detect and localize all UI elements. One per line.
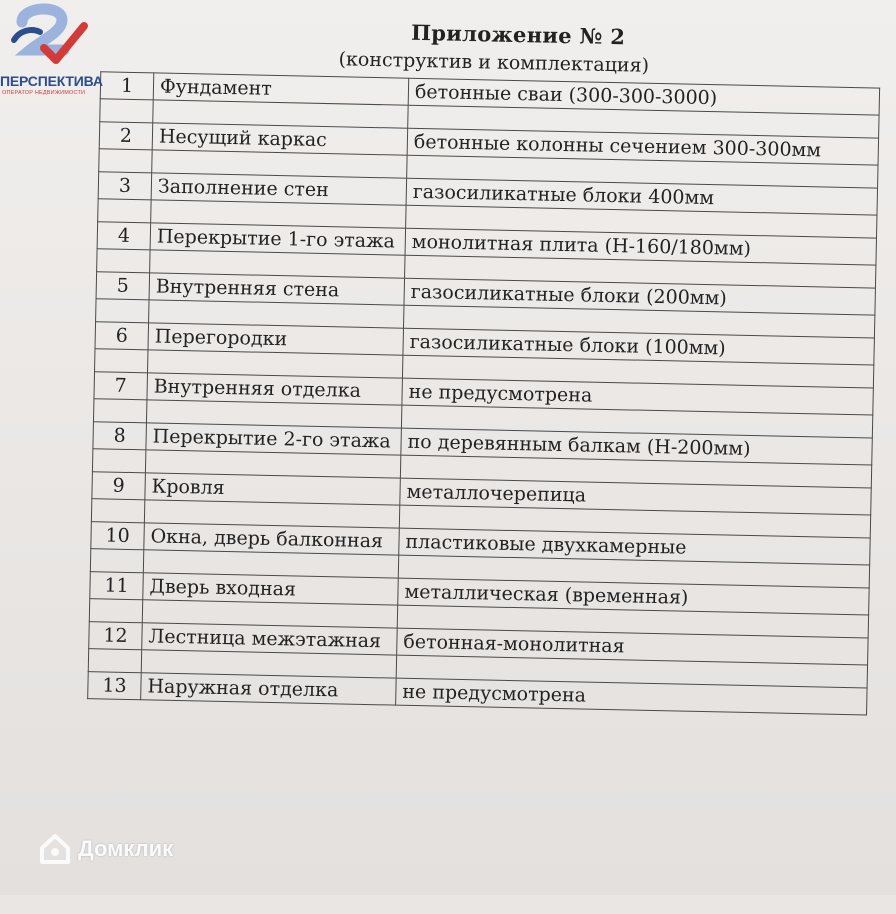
row-name: Перекрытие 2-го этажа [146,423,402,455]
row-value: не предусмотрена [402,378,873,415]
row-number: 6 [95,322,149,350]
row-value: пластиковые двухкамерные [399,528,870,565]
empty-cell [99,149,152,173]
row-value: газосиликатные блоки (200мм) [404,278,875,315]
row-number: 13 [88,672,142,700]
row-number: 2 [99,122,153,150]
perspektiva-logo-icon [0,0,105,75]
row-name: Кровля [145,473,401,505]
empty-cell [93,399,146,423]
empty-cell [100,99,153,123]
row-number: 8 [93,422,147,450]
row-name: Заполнение стен [151,173,407,205]
row-value: газосиликатные блоки 400мм [406,178,877,215]
row-value: бетонная-монолитная [397,628,868,665]
row-name: Несущий каркас [152,123,408,155]
row-number: 5 [96,272,150,300]
row-number: 7 [94,372,148,400]
row-value: бетонные сваи (300-300-3000) [408,78,879,115]
row-name: Наружная отделка [141,673,397,705]
row-value: металлическая (временная) [398,578,869,615]
empty-cell [96,299,149,323]
row-value: не предусмотрена [396,678,867,715]
row-name: Дверь входная [143,573,399,605]
logo-name: ПЕРСПЕКТИВА [0,73,103,89]
empty-cell [91,499,144,523]
domclick-watermark [38,832,173,866]
row-name: Окна, дверь балконная [144,523,400,555]
empty-cell [98,199,151,223]
row-number: 11 [90,572,144,600]
document-sheet [21,0,896,914]
perspektiva-logo [0,0,105,100]
empty-cell [92,449,145,473]
row-number: 1 [100,72,154,100]
row-number: 4 [97,222,151,250]
row-number: 12 [89,622,143,650]
spec-table [87,71,880,715]
row-name: Перекрытие 1-го этажа [150,223,406,255]
domclick-house-icon [38,832,72,866]
row-value: по деревянным балкам (Н-200мм) [401,428,872,465]
empty-cell [90,549,143,573]
row-name: Лестница межэтажная [142,623,398,655]
document-subtitle: (конструктив и комплектация) [338,48,650,77]
document-title: Приложение № 2 [410,19,626,50]
row-value: металлочерепица [400,478,871,515]
row-name: Фундамент [153,73,409,105]
row-number: 10 [91,522,145,550]
logo-tagline: ОПЕРАТОР НЕДВИЖИМОСТИ [2,90,86,96]
empty-cell [88,649,141,673]
row-name: Перегородки [148,323,404,355]
row-value: бетонные колонны сечением 300-300мм [407,128,878,165]
empty-cell [95,349,148,373]
empty-cell [97,249,150,273]
watermark-text: Домклик [78,836,174,861]
row-number: 3 [98,172,152,200]
row-number: 9 [92,472,146,500]
row-value: газосиликатные блоки (100мм) [403,328,874,365]
row-name: Внутренняя стена [149,273,405,305]
row-name: Внутренняя отделка [147,373,403,405]
row-value: монолитная плита (Н-160/180мм) [405,228,876,265]
empty-cell [89,599,142,623]
